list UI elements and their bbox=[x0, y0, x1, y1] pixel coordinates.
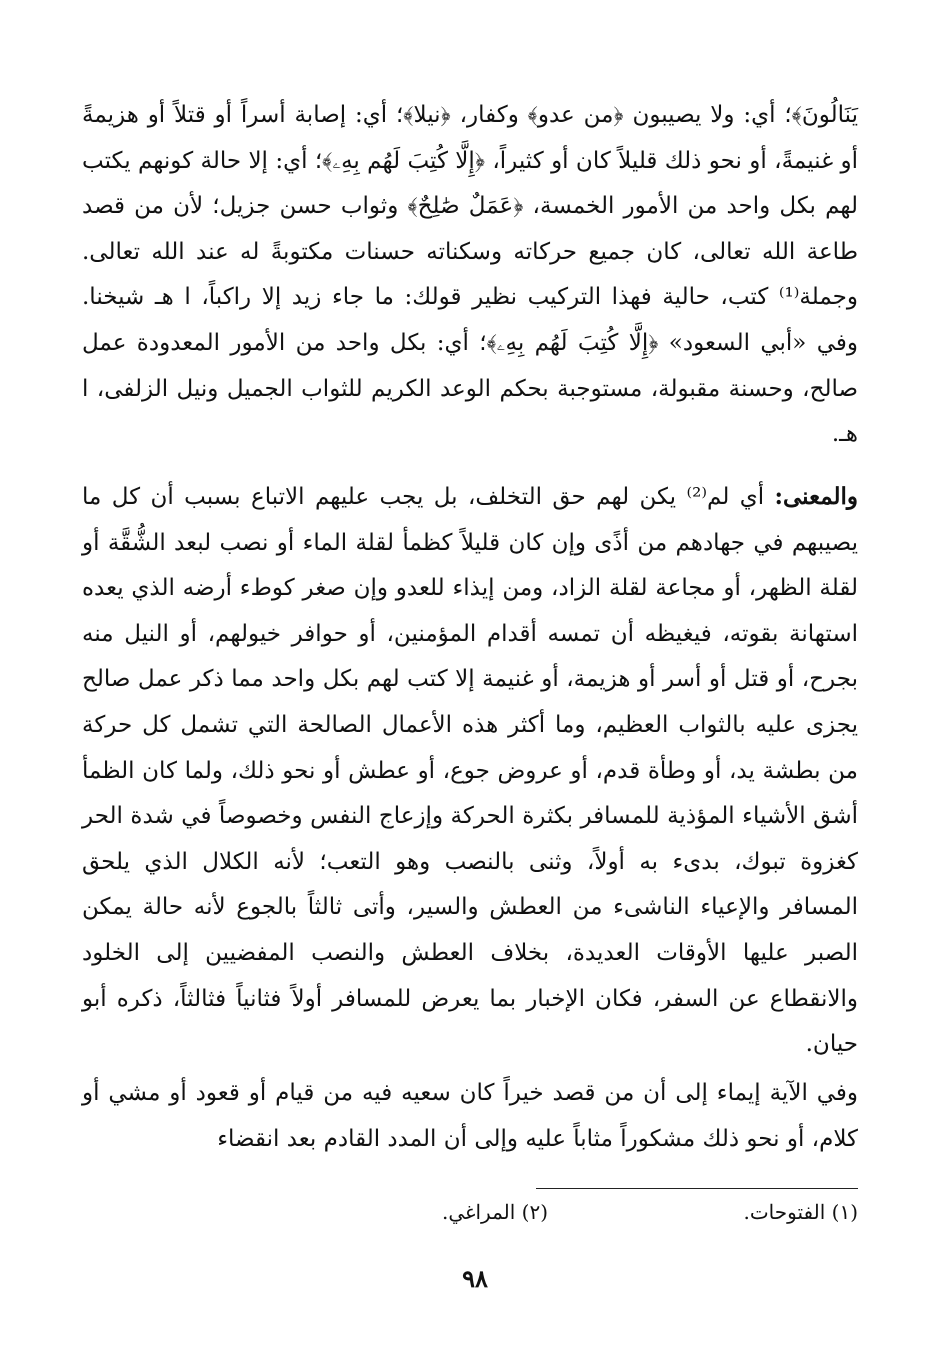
page-number: ٩٨ bbox=[462, 1264, 488, 1293]
paragraph-meaning bbox=[82, 474, 858, 1068]
paragraph-text: أي لم⁽²⁾ يكن لهم حق التخلف، بل يجب عليهم الاتباع بسبب أن كل ما يصيبهم في جهادهم من أذًى وإن كان قليلاً كظمأ لقلة الماء أو نصب لبعد الشُّقَّة أو لقلة الظهر، أو مجاعة لقلة الزاد، ومن إيذاء للعدو وإن صغر كوطء أرضه الذي يعده استهانة بقوته، فيغيظه أن تمسه أقدام المؤمنين، أو حوافر خيولهم، أو النيل منه بجرح، أو قتل أو أسر أو هزيمة، أو غنيمة إلا كتب لهم بكل واحد مما ذكر عمل صالح يجزى عليه بالثواب العظيم، وما أكثر هذه الأعمال الصالحة التي تشمل كل حركة من بطشة يد، أو وطأة قدم، أو عروض جوع، أو عطش أو نحو ذلك، ولما كان الظمأ أشق الأشياء المؤذية للمسافر بكثرة الحركة وإزعاج النفس وخصوصاً في شدة الحر كغزوة تبوك، بدىء به أولاً، وثنى بالنصب وهو التعب؛ لأنه الكلال الذي يلحق المسافر والإعياء الناشىء من العطش والسير، وأتى ثالثاً بالجوع لأنه حالة يمكن الصبر عليها الأوقات العديدة، بخلاف العطش والنصب المفضيين إلى الخلود والانقطاع عن السفر، فكان الإخبار بما يعرض للمسافر أولاً فثانياً فثالثاً، ذكره أبو حيان. bbox=[82, 484, 858, 1058]
paragraph-lead-meaning: والمعنى: bbox=[774, 483, 858, 510]
paragraph-text: يَنَالُونَ﴾؛ أي: ولا يصيبون ﴿من عدو﴾ وكفار، ﴿نيلا﴾؛ أي: إصابة أسراً أو قتلاً أو هزيمةً أو غنيمةً، أو نحو ذلك قليلاً كان أو كثيراً، ﴿إِلَّا كُتِبَ لَهُم بِهِۦ﴾؛ أي: إلا حالة كونهم يكتب لهم بكل واحد من الأمور الخمسة، ﴿عَمَلٌ صَٰلِحٌ﴾ وثواب حسن جزيل؛ لأن من قصد طاعة الله تعالى، كان جميع حركاته وسكناته حسنات مكتوبةً له عند الله تعالى. وجملة⁽¹⁾ كتب، حالية فهذا التركيب نظير قولك: ما جاء زيد إلا راكباً، ا هـ شيخنا. وفي «أبي السعود» ﴿إِلَّا كُتِبَ لَهُم بِهِۦ﴾؛ أي: بكل واحد من الأمور المعدودة عمل صالح، وحسنة مقبولة، مستوجبة بحكم الوعد الكريم للثواب الجميل ونيل الزلفى، ا هـ. bbox=[82, 102, 858, 448]
paragraph-indication bbox=[82, 1070, 858, 1162]
footnote-2: (٢) المراغي. bbox=[441, 1200, 548, 1224]
paragraph-text: وفي الآية إيماء إلى أن من قصد خيراً كان سعيه فيه من قيام أو قعود أو مشي أو كلام، أو نحو ذلك مشكوراً مثاباً عليه وإلى أن المدد القادم بعد انقضاء bbox=[82, 1080, 858, 1152]
paragraph-commentary bbox=[82, 92, 858, 458]
footnote-divider bbox=[536, 1188, 858, 1189]
footnotes bbox=[82, 1200, 858, 1240]
footnote-1: (١) الفتوحات. bbox=[743, 1200, 858, 1224]
